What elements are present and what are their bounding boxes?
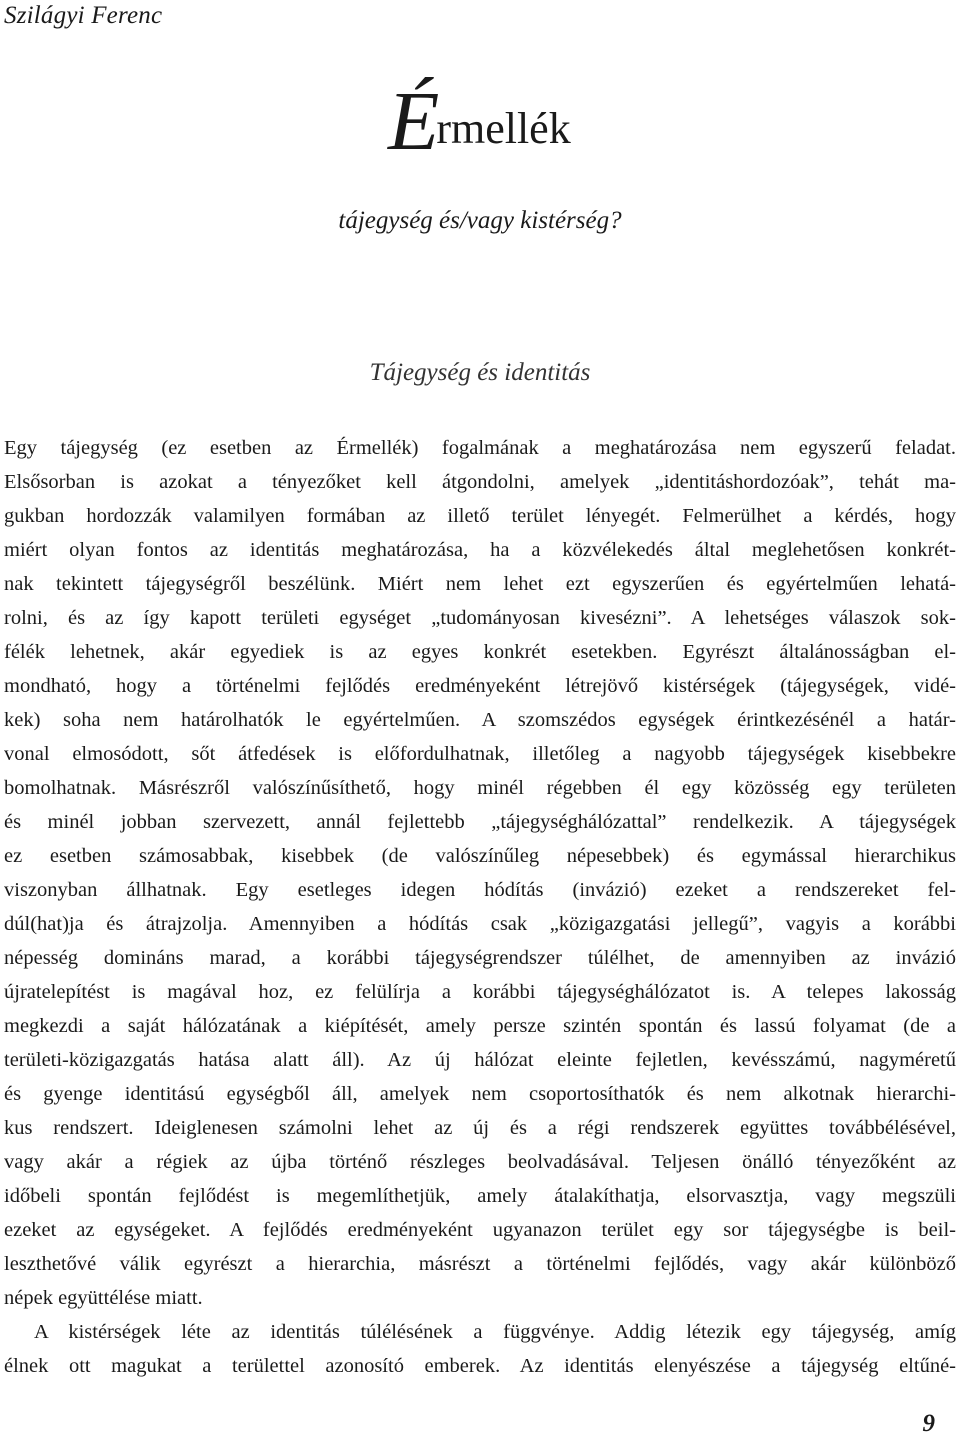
text-line: mondható, hogy a történelmi fejlődés eredményeként létrejövő kistérségek (tájegységek, vidé- xyxy=(4,675,956,697)
text-line: és gyenge identitású egységből áll, amelyek nem csoportosíthatók és nem alkotnak hierarchi- xyxy=(4,1083,956,1105)
title-initial: É xyxy=(388,75,437,168)
text-line: dúl(hat)ja és átrajzolja. Amennyiben a hódítás csak „közigazgatási jellegű”, vagyis a korábbi xyxy=(4,913,956,935)
text-line: rolni, és az így kapott területi egységet „tudományosan kivesézni”. A lehetséges válaszok sok- xyxy=(4,607,956,629)
paragraph xyxy=(4,431,956,1315)
text-line: Egy tájegység (ez esetben az Érmellék) fogalmának a meghatározása nem egyszerű feladat. xyxy=(4,437,956,459)
text-line: vagy akár a régiek az újba történő részleges beolvadásával. Teljesen önálló tényezőként az xyxy=(4,1151,956,1173)
text-line: ezeket az egységeket. A fejlődés eredményeként ugyanazon terület egy sor tájegységbe is beil- xyxy=(4,1219,956,1241)
page-number: 9 xyxy=(922,1410,935,1437)
text-line: nak tekintett tájegységről beszélünk. Miért nem lehet ezt egyszerűen és egyértelműen lehatá- xyxy=(4,573,956,595)
text-line: kek) soha nem határolhatók le egyértelműen. A szomszédos egységek érintkezésénél a határ- xyxy=(4,709,956,731)
text-line: bomolhatnak. Másrészről valószínűsíthető, hogy minél régebben él egy közösség egy területen xyxy=(4,777,956,799)
body-text xyxy=(4,431,956,1383)
text-line: népesség domináns marad, a korábbi tájegységrendszer túlélhet, de amennyiben az invázió xyxy=(4,947,956,969)
text-line: ez esetben számosabbak, kisebbek (de valószínűleg népesebbek) és egymással hierarchikus xyxy=(4,845,956,867)
text-line: kus rendszert. Ideiglenesen számolni lehet az új és a régi rendszerek együttes továbbélésével, xyxy=(4,1117,956,1139)
title-rest: rmellék xyxy=(436,104,571,153)
text-line: viszonyban állhatnak. Egy esetleges idegen hódítás (invázió) ezeket a rendszereket fel- xyxy=(4,879,956,901)
text-line: területi-közigazgatás hatása alatt áll). Az új hálózat eleinte fejletlen, kevésszámú, nagyméretű xyxy=(4,1049,956,1071)
section-heading: Tájegység és identitás xyxy=(369,359,591,386)
text-line: és minél jobban szervezett, annál fejlettebb „tájegységhálózattal” rendelkezik. A tájegységek xyxy=(4,811,956,833)
text-line: népek együttélése miatt. xyxy=(4,1287,203,1309)
text-line: félék lehetnek, akár egyediek is az egyes konkrét esetekben. Egyrészt általánosságban el- xyxy=(4,641,956,663)
page-title xyxy=(388,75,571,168)
text-line: miért olyan fontos az identitás meghatározása, ha a közvélekedés által meglehetősen konkrét- xyxy=(4,539,956,561)
text-line: élnek ott magukat a területtel azonosító emberek. Az identitás elenyészése a tájegység eltűné- xyxy=(4,1355,956,1377)
text-line: megkezdi a saját hálózatának a kiépítését, amely persze szintén spontán és lassú folyamat (de a xyxy=(4,1015,956,1037)
paragraph xyxy=(4,1315,956,1383)
subtitle: tájegység és/vagy kistérség? xyxy=(338,207,622,234)
text-line: Elsősorban is azokat a tényezőket kell átgondolni, amelyek „identitáshordozóak”, tehát ma- xyxy=(4,471,956,493)
text-line: gukban hordozzák valamilyen formában az illető terület lényegét. Felmerülhet a kérdés, hogy xyxy=(4,505,956,527)
text-line: újratelepítést is magával hoz, ez felülírja a korábbi tájegységhálózatot is. A telepes lakosság xyxy=(4,981,956,1003)
author-name: Szilágyi Ferenc xyxy=(4,2,163,29)
text-line: A kistérségek léte az identitás túlélésének a függvénye. Addig létezik egy tájegység, amíg xyxy=(34,1321,956,1343)
text-line: leszthetővé válik egyrészt a hierarchia, másrészt a történelmi fejlődés, vagy akár különböző xyxy=(4,1253,956,1275)
text-line: vonal elmosódott, sőt átfedések is előfordulhatnak, illetőleg a nagyobb tájegységek kisebbekre xyxy=(4,743,956,765)
text-line: időbeli spontán fejlődést is megemlíthetjük, amely átalakíthatja, elsorvasztja, vagy megszüli xyxy=(4,1185,956,1207)
